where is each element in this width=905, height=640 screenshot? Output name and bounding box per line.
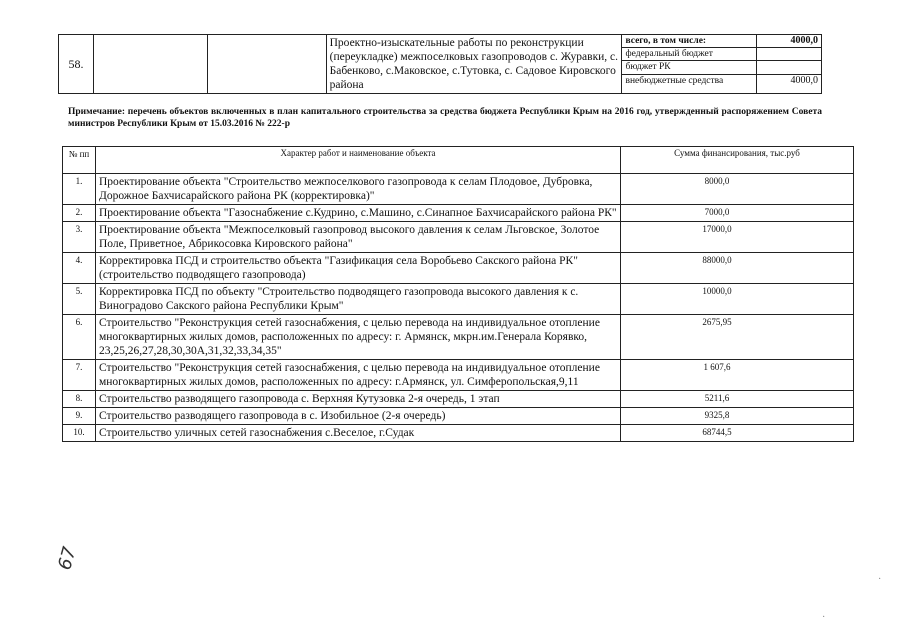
funding-label-rk: бюджет РК	[622, 61, 757, 74]
table-row	[63, 222, 854, 253]
top-empty-cell-2	[208, 35, 326, 94]
row-description: Строительство "Реконструкция сетей газоснабжения, с целью перевода на индивидуальное отопление многоквартирных жилых домов, расположенных по адресу: г.Армянск, ул. Симферопольская,9,11	[96, 360, 621, 391]
funding-amount-federal	[757, 48, 822, 61]
top-row-number: 58.	[59, 35, 94, 94]
row-description: Проектирование объекта "Газоснабжение с.Кудрино, с.Машино, с.Синапное Бахчисарайского района РК"	[96, 205, 621, 222]
row-sum: 7000,0	[621, 205, 854, 222]
row-number: 1.	[63, 174, 96, 205]
table-row	[63, 360, 854, 391]
row-number: 8.	[63, 391, 96, 408]
top-empty-cell-1	[93, 35, 207, 94]
funding-amount-total: 4000,0	[757, 35, 822, 48]
objects-table	[62, 146, 854, 442]
table-row	[63, 205, 854, 222]
row-sum: 17000,0	[621, 222, 854, 253]
row-description: Строительство разводящего газопровода с. Верхняя Кутузовка 2-я очередь, 1 этап	[96, 391, 621, 408]
funding-amount-rk	[757, 61, 822, 74]
row-number: 3.	[63, 222, 96, 253]
table-row	[63, 425, 854, 442]
header-desc: Характер работ и наименование объекта	[96, 147, 621, 174]
scan-speck: ·	[822, 612, 826, 623]
funding-label-extrabudget: внебюджетные средства	[622, 74, 757, 93]
top-funding-table	[58, 34, 822, 94]
table-row	[63, 284, 854, 315]
row-description: Строительство разводящего газопровода в с. Изобильное (2-я очередь)	[96, 408, 621, 425]
scan-speck: ·	[878, 574, 882, 585]
table-row	[63, 408, 854, 425]
row-description: Корректировка ПСД и строительство объекта "Газификация села Воробьево Сакского района РК" (строительство подводящего газопровода)	[96, 253, 621, 284]
row-number: 7.	[63, 360, 96, 391]
table-row	[63, 391, 854, 408]
row-description: Строительство "Реконструкция сетей газоснабжения, с целью перевода на индивидуальное отопление многоквартирных жилых домов, расположенных по адресу: г. Армянск, мкрн.им.Генерала Корявко, 23,25,26,27,28,30,30А,31,32,33,34,35"	[96, 315, 621, 360]
row-description: Строительство уличных сетей газоснабжения с.Веселое, г.Судак	[96, 425, 621, 442]
row-number: 6.	[63, 315, 96, 360]
table-row	[63, 253, 854, 284]
row-description: Корректировка ПСД по объекту "Строительство подводящего газопровода высокого давления к с. Виноградово Сакского района Республики Крым"	[96, 284, 621, 315]
table-header-row	[63, 147, 854, 174]
row-description: Проектирование объекта "Межпоселковый газопровод высокого давления к селам Льговское, Золотое Поле, Приветное, Абрикосовка Кировского района"	[96, 222, 621, 253]
row-number: 9.	[63, 408, 96, 425]
row-number: 4.	[63, 253, 96, 284]
table-row	[63, 315, 854, 360]
row-sum: 2675,95	[621, 315, 854, 360]
table-row	[63, 174, 854, 205]
row-sum: 9325,8	[621, 408, 854, 425]
row-sum: 1 607,6	[621, 360, 854, 391]
header-num: № пп	[63, 147, 96, 174]
row-number: 2.	[63, 205, 96, 222]
top-row-description: Проектно-изыскательные работы по реконструкции (переукладке) межпоселковых газопроводов с. Журавки, с. Бабенково, с.Маковское, с.Тутовка, с. Садовое Кировского района	[326, 35, 622, 94]
table-body	[63, 174, 854, 442]
handwritten-page-number: 67	[54, 544, 81, 573]
row-sum: 68744,5	[621, 425, 854, 442]
header-sum: Сумма финансирования, тыс.руб	[621, 147, 854, 174]
funding-label-federal: федеральный бюджет	[622, 48, 757, 61]
note-text: Примечание: перечень объектов включенных в план капитального строительства за средства бюджета Республики Крым на 2016 год, утвержденный распоряжением Совета министров Республики Крым от 15.03.2016 № 222-р	[68, 107, 822, 129]
funding-amount-extrabudget: 4000,0	[757, 74, 822, 93]
row-number: 5.	[63, 284, 96, 315]
row-number: 10.	[63, 425, 96, 442]
row-sum: 10000,0	[621, 284, 854, 315]
row-sum: 8000,0	[621, 174, 854, 205]
row-sum: 88000,0	[621, 253, 854, 284]
funding-label-total: всего, в том числе:	[622, 35, 757, 48]
row-sum: 5211,6	[621, 391, 854, 408]
row-description: Проектирование объекта "Строительство межпоселкового газопровода к селам Плодовое, Дубровка, Дорожное Бахчисарайского района РК (корректировка)"	[96, 174, 621, 205]
